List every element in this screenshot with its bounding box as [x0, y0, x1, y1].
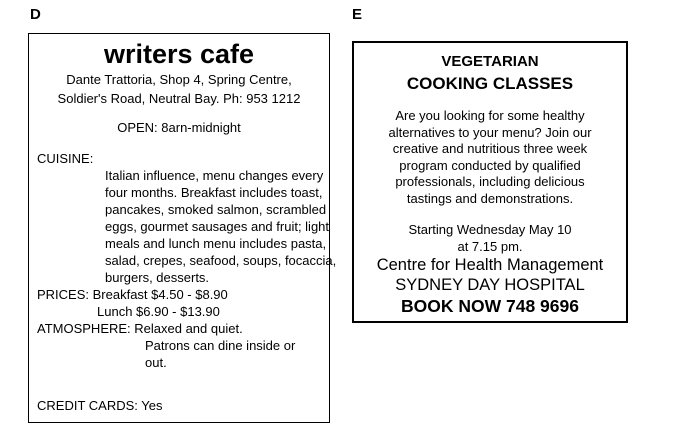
ad-d-atmosphere-line: out.: [145, 355, 167, 370]
ad-d-cuisine-label: CUISINE:: [37, 151, 94, 166]
ad-e-title-line: VEGETARIAN: [441, 53, 539, 70]
ad-d-title: writers cafe: [103, 39, 255, 69]
ad-e-body-line: professionals, including delicious: [395, 174, 585, 189]
ad-d-credit-cards-line: CREDIT CARDS: Yes: [37, 398, 163, 413]
ad-d-cuisine-line: salad, crepes, seafood, soups, focaccia,: [105, 253, 337, 268]
ad-writers-cafe: [28, 33, 337, 423]
ad-vegetarian-cooking-classes: [352, 41, 628, 323]
ad-d-cuisine-line: pancakes, smoked salmon, scrambled: [105, 202, 327, 217]
ad-e-body-line: tastings and demonstrations.: [406, 190, 574, 206]
ad-d-cuisine-line: four months. Breakfast includes toast,: [105, 185, 323, 200]
ad-d-address-line: Dante Trattoria, Shop 4, Spring Centre,: [66, 72, 292, 87]
ad-e-body-line: Are you looking for some healthy: [395, 108, 585, 123]
ad-d-cuisine-line: meals and lunch menu includes pasta,: [105, 236, 327, 251]
ad-d-atmosphere-line: ATMOSPHERE: Relaxed and quiet.: [37, 321, 243, 336]
ad-d-prices-lunch-line: Lunch $6.90 - $13.90: [97, 304, 220, 319]
ad-e-venue-line: Centre for Health Management: [376, 256, 604, 274]
ad-d-open-hours: OPEN: 8arn-midnight: [117, 120, 241, 135]
section-label-e: E: [352, 6, 363, 23]
ad-e-schedule-line: at 7.15 pm.: [457, 239, 523, 254]
ad-e-body-line: alternatives to your menu? Join our: [388, 124, 592, 140]
ad-e-body-line: creative and nutritious three week: [392, 141, 588, 156]
ad-d-prices-line: PRICES: Breakfast $4.50 - $8.90: [37, 287, 228, 302]
ad-d-address-line: Soldier's Road, Neutral Bay. Ph: 953 1212: [57, 91, 301, 106]
ad-d-cuisine-line: burgers, desserts.: [105, 270, 210, 285]
ad-d-cuisine-line: eggs, gourmet sausages and fruit; light: [105, 219, 330, 234]
ad-e-schedule-line: Starting Wednesday May 10: [408, 222, 572, 237]
ad-e-booking-phone-line: BOOK NOW 748 9696: [401, 296, 579, 316]
ad-e-venue-line: SYDNEY DAY HOSPITAL: [395, 276, 585, 294]
ad-d-atmosphere-line: Patrons can dine inside or: [145, 338, 296, 353]
ad-d-cuisine-line: Italian influence, menu changes every: [105, 168, 324, 183]
ad-e-body-line: program conducted by qualified: [399, 157, 581, 173]
section-label-d: D: [30, 6, 41, 23]
ad-e-title-line: COOKING CLASSES: [406, 74, 574, 93]
